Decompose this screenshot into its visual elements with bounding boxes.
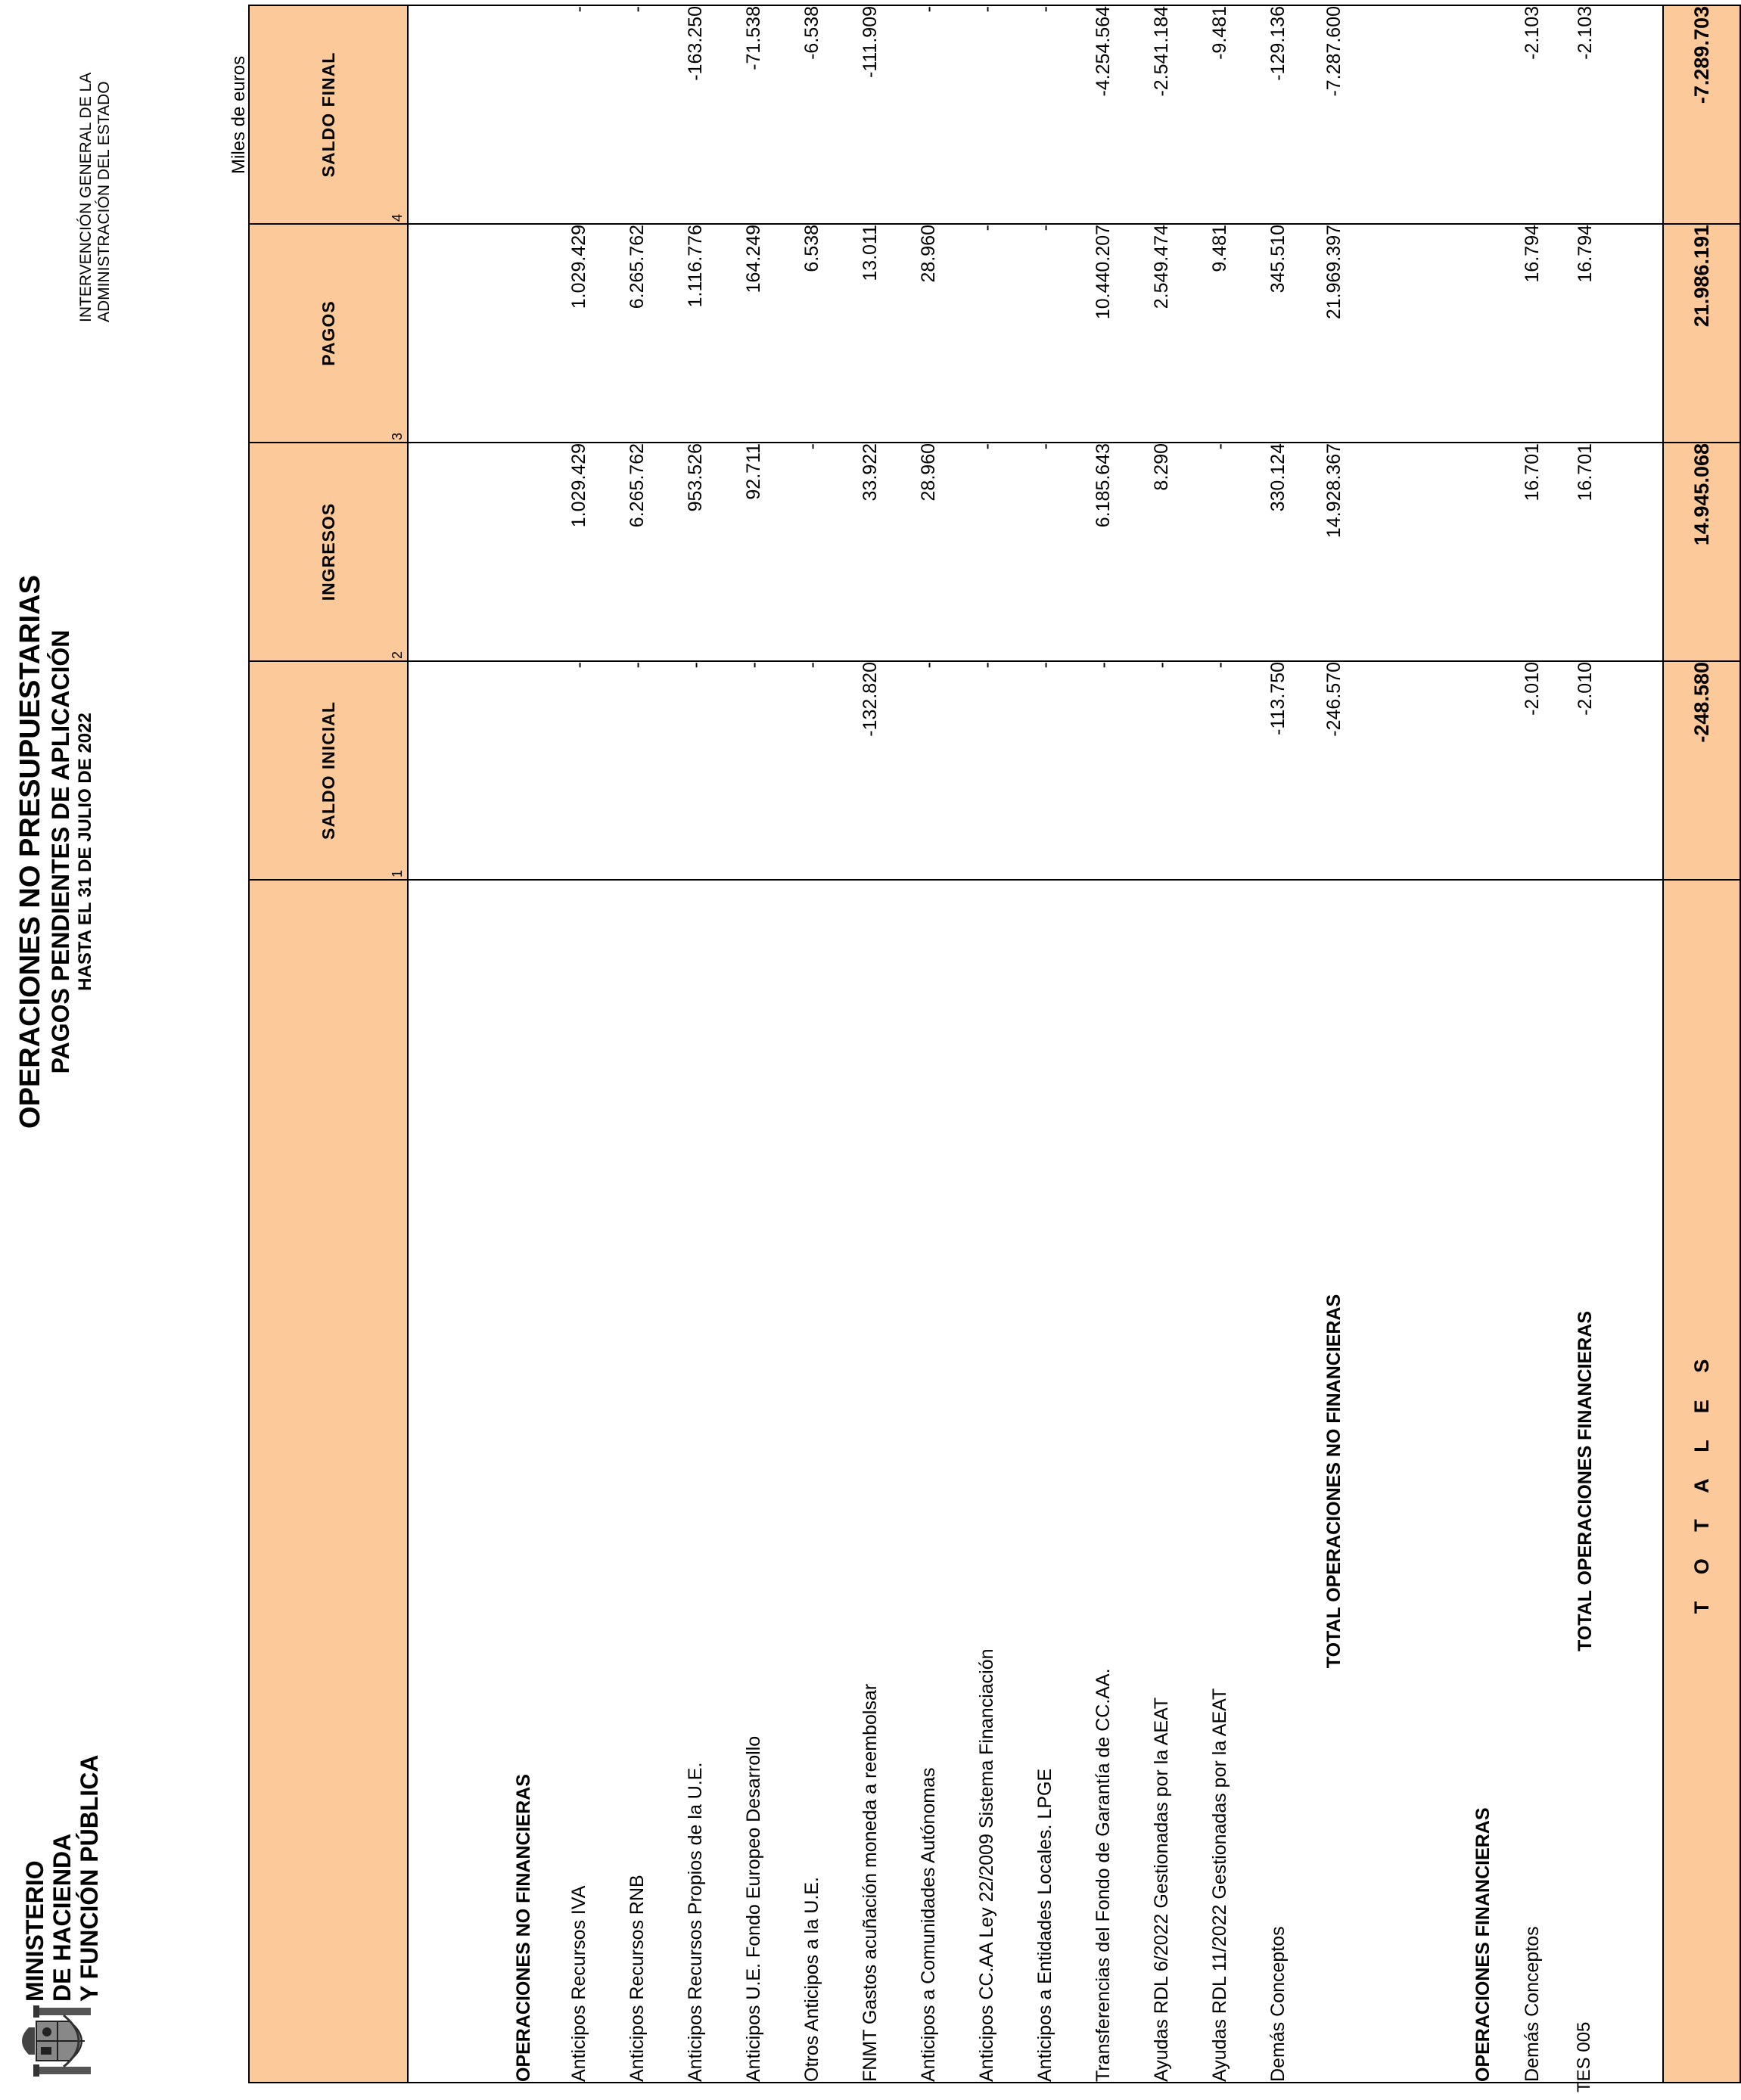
cell-saldo-inicial: -2.010 [1506,661,1559,880]
cell-pagos: 1.029.429 [550,224,608,443]
col-header-pagos [249,224,408,443]
cell-pagos: 6.538 [783,224,841,443]
cell-pagos: - [958,224,1016,443]
table-row [550,5,608,2083]
cell-saldo-inicial: -248.580 [1663,661,1740,880]
cell-saldo-inicial: - [1133,661,1191,880]
table-row [958,5,1016,2083]
table-row [725,5,783,2083]
cell-pagos: 16.794 [1506,224,1559,443]
col-header-ingresos [249,443,408,661]
cell-ingresos: 8.290 [1133,443,1191,661]
cell-saldo-final: -111.909 [841,5,900,224]
cell-ingresos: - [1191,443,1249,661]
cell-saldo-inicial: -113.750 [1249,661,1307,880]
cell-saldo-inicial: - [783,661,841,880]
row-label: Demás Conceptos [1249,880,1307,2083]
cell-pagos: 13.011 [841,224,900,443]
cell-ingresos: 330.124 [1249,443,1307,661]
cell-saldo-final: -7.289.703 [1663,5,1740,224]
cell-saldo-inicial: - [550,661,608,880]
table-row [667,5,725,2083]
totales-label: T O T A L E S [1663,880,1740,2083]
cell-pagos: 16.794 [1559,224,1612,443]
ministry-line-2: DE HACIENDA [48,1833,76,2002]
cell-saldo-inicial: -246.570 [1307,661,1360,880]
report-date: HASTA EL 31 DE JULIO DE 2022 [75,713,95,991]
cell-pagos: 21.969.397 [1307,224,1360,443]
spacer-row [1360,5,1460,2083]
report-title: OPERACIONES NO PRESUPUESTARIAS [14,575,46,1129]
row-label: Anticipos a Entidades Locales. LPGE [1016,880,1074,2083]
cell-saldo-inicial: -132.820 [841,661,900,880]
cell-saldo-final: -6.538 [783,5,841,224]
row-label: Ayudas RDL 6/2022 Gestionadas por la AEAT [1133,880,1191,2083]
table-row [1249,5,1307,2083]
report-title-block [14,398,97,1306]
cell-ingresos: - [1016,443,1074,661]
section-title-row [497,5,550,2083]
table-row [1191,5,1249,2083]
row-label: Anticipos Recursos Propios de la U.E. [667,880,725,2083]
table-row [1016,5,1074,2083]
intervencion-line-2: ADMINISTRACIÓN DEL ESTADO [95,81,113,322]
cell-saldo-final: -129.136 [1249,5,1307,224]
cell-pagos: 9.481 [1191,224,1249,443]
ministry-line-3: Y FUNCIÓN PÚBLICA [76,1754,103,2002]
cell-ingresos: 16.701 [1559,443,1612,661]
table-row [1074,5,1133,2083]
cell-ingresos: - [783,443,841,661]
cell-saldo-final: -2.103 [1506,5,1559,224]
col-number: 2 [390,651,405,659]
subtotal-label: TOTAL OPERACIONES FINANCIERAS [1559,880,1612,2083]
cell-saldo-inicial: - [1016,661,1074,880]
col-number: 3 [390,432,405,440]
cell-saldo-inicial: - [900,661,958,880]
concept-header [249,880,408,2083]
cell-saldo-final: -2.541.184 [1133,5,1191,224]
table-row [1506,5,1559,2083]
row-label: Anticipos U.E. Fondo Europeo Desarrollo [725,880,783,2083]
cell-ingresos: 6.265.762 [608,443,667,661]
row-label: FNMT Gastos acuñación moneda a reembolsar [841,880,900,2083]
ministry-line-1: MINISTERIO [21,1860,48,2002]
section-title: OPERACIONES FINANCIERAS [1460,880,1506,2083]
col-number: 4 [390,213,405,222]
ministry-name [21,1754,103,2002]
table-row [1133,5,1191,2083]
row-label: Ayudas RDL 11/2022 Gestionadas por la AEAT [1191,880,1249,2083]
cell-saldo-inicial: - [608,661,667,880]
cell-saldo-final: - [1016,5,1074,224]
cell-saldo-inicial: - [667,661,725,880]
cell-saldo-final: - [608,5,667,224]
section-title: OPERACIONES NO FINANCIERAS [497,880,550,2083]
spacer-row [408,5,497,2083]
col-number: 1 [390,869,405,878]
cell-pagos: 10.440.207 [1074,224,1133,443]
col-header-label: INGRESOS [318,502,338,601]
report-subtitle: PAGOS PENDIENTES DE APLICACIÓN [47,629,74,1074]
cell-saldo-final: -163.250 [667,5,725,224]
cell-ingresos: 14.928.367 [1307,443,1360,661]
cell-ingresos: 6.185.643 [1074,443,1133,661]
row-label: Anticipos CC.AA Ley 22/2009 Sistema Financiación [958,880,1016,2083]
cell-pagos: 345.510 [1249,224,1307,443]
cell-ingresos: 92.711 [725,443,783,661]
spacer-row [1612,5,1663,2083]
cell-pagos: 28.960 [900,224,958,443]
cell-ingresos: 1.029.429 [550,443,608,661]
cell-ingresos: 16.701 [1506,443,1559,661]
cell-saldo-final: - [550,5,608,224]
totales-row [1663,5,1740,2083]
col-header-label: SALDO FINAL [318,51,338,178]
cell-saldo-final: -9.481 [1191,5,1249,224]
cell-pagos: 6.265.762 [608,224,667,443]
cell-saldo-final: -7.287.600 [1307,5,1360,224]
row-label: Otros Anticipos a la U.E. [783,880,841,2083]
cell-saldo-inicial: - [958,661,1016,880]
cell-ingresos: 28.960 [900,443,958,661]
cell-ingresos: 14.945.068 [1663,443,1740,661]
cell-saldo-final: -71.538 [725,5,783,224]
section-title-row [1460,5,1506,2083]
cell-pagos: - [1016,224,1074,443]
document-code: TES 005 [1574,2021,1594,2092]
col-header-saldo-inicial [249,661,408,880]
table-row [608,5,667,2083]
row-label: Anticipos a Comunidades Autónomas [900,880,958,2083]
cell-ingresos: 33.922 [841,443,900,661]
cell-pagos: 164.249 [725,224,783,443]
header-row [249,5,408,2083]
col-header-label: SALDO INICIAL [318,701,338,840]
cell-saldo-inicial: - [725,661,783,880]
table-row [783,5,841,2083]
cell-saldo-inicial: - [1191,661,1249,880]
cell-saldo-inicial: - [1074,661,1133,880]
cell-saldo-final: -4.254.564 [1074,5,1133,224]
cell-saldo-final: - [958,5,1016,224]
table-row [841,5,900,2083]
coat-of-arms-icon [15,2005,98,2077]
intervencion-line-1: INTERVENCIÓN GENERAL DE LA [77,72,95,322]
subtotal-label: TOTAL OPERACIONES NO FINANCIERAS [1307,880,1360,2083]
cell-pagos: 1.116.776 [667,224,725,443]
cell-pagos: 2.549.474 [1133,224,1191,443]
subtotal-row [1559,5,1612,2083]
row-label: Anticipos Recursos RNB [608,880,667,2083]
cell-ingresos: 953.526 [667,443,725,661]
cell-ingresos: - [958,443,1016,661]
table-row [900,5,958,2083]
col-header-label: PAGOS [318,300,338,366]
pagos-pendientes-table [248,5,1741,2083]
subtotal-row [1307,5,1360,2083]
row-label: Transferencias del Fondo de Garantía de CC.AA. [1074,880,1133,2083]
unit-label: Miles de euros [229,55,249,174]
cell-saldo-final: -2.103 [1559,5,1612,224]
cell-pagos: 21.986.191 [1663,224,1740,443]
row-label: Demás Conceptos [1506,880,1559,2083]
cell-saldo-inicial: -2.010 [1559,661,1612,880]
intervencion-general [77,73,113,322]
col-header-saldo-final [249,5,408,224]
cell-saldo-final: - [900,5,958,224]
row-label: Anticipos Recursos IVA [550,880,608,2083]
